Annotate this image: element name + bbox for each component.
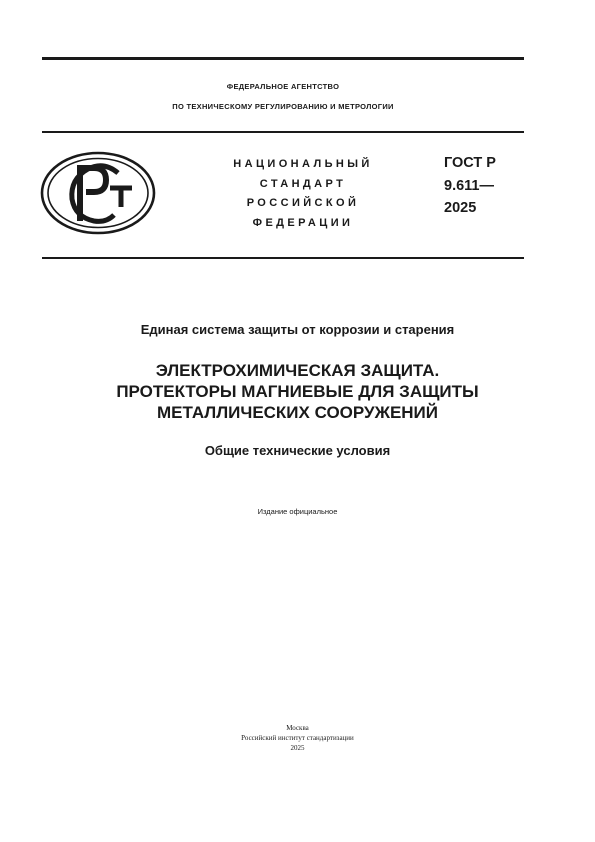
- agency-name-line-2: ПО ТЕХНИЧЕСКОМУ РЕГУЛИРОВАНИЮ И МЕТРОЛОГИИ: [172, 102, 394, 111]
- imprint-city: Москва: [286, 724, 309, 732]
- header-bottom-rule: [42, 257, 524, 259]
- main-title-line: ЭЛЕКТРОХИМИЧЕСКАЯ ЗАЩИТА.: [155, 361, 440, 380]
- agency-name-line-1: ФЕДЕРАЛЬНОЕ АГЕНТСТВО: [226, 82, 340, 91]
- imprint-year: 2025: [290, 744, 305, 752]
- main-title: [30, 360, 565, 423]
- header-rule: [42, 131, 524, 133]
- top-rule: [42, 57, 524, 60]
- rst-logo-icon: [40, 151, 156, 235]
- standard-type-line: СТАНДАРТ: [259, 177, 347, 190]
- main-title-line: ПРОТЕКТОРЫ МАГНИЕВЫЕ ДЛЯ ЗАЩИТЫ: [116, 382, 479, 401]
- designation-line: 2025: [444, 200, 477, 216]
- imprint: [30, 723, 565, 753]
- subtitle: Общие технические условия: [204, 443, 391, 458]
- standard-designation: [444, 152, 496, 220]
- imprint-publisher: Российский институт стандартизации: [241, 734, 354, 742]
- standard-type-line: ФЕДЕРАЦИИ: [252, 216, 354, 229]
- designation-line: ГОСТ Р: [444, 155, 496, 171]
- edition-note: Издание официальное: [257, 507, 338, 516]
- series-title: Единая система защиты от коррозии и старения: [140, 322, 455, 337]
- standard-type-block: [218, 155, 388, 233]
- standard-type-line: НАЦИОНАЛЬНЫЙ: [233, 158, 373, 170]
- designation-line: 9.611—: [444, 177, 494, 194]
- main-title-line: МЕТАЛЛИЧЕСКИХ СООРУЖЕНИЙ: [157, 403, 438, 422]
- standard-type-line: РОССИЙСКОЙ: [246, 197, 360, 209]
